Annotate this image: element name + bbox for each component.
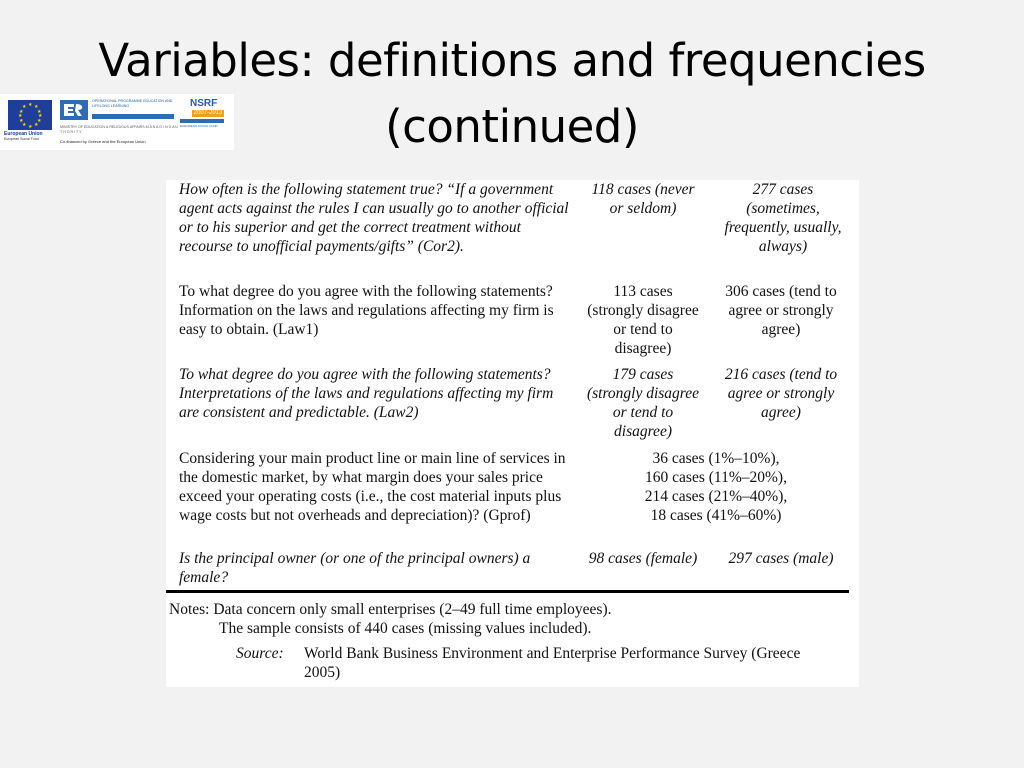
notes-line2: The sample consists of 440 cases (missing values included). bbox=[219, 620, 592, 637]
row-cor2-col2: 277 cases (sometimes, frequently, usually, always) bbox=[724, 181, 842, 255]
cofinanced-text: Co-financed by Greece and the European Union bbox=[60, 139, 146, 144]
table-notes bbox=[169, 600, 849, 638]
row-law1-question: To what degree do you agree with the following statements? Information on the laws and regulations affecting my firm is easy to obtain. (Law1) bbox=[179, 283, 554, 338]
row-law2-question: To what degree do you agree with the following statements? Interpretations of the laws and regulations affecting my firm are consistent and predictable. (Law2) bbox=[179, 366, 554, 421]
slide-title-line2: (continued) bbox=[385, 100, 639, 153]
operational-programme-logo-icon bbox=[60, 100, 88, 120]
notes-line1: Notes: Data concern only small enterprises (2–49 full time employees). bbox=[169, 601, 612, 618]
eu-label: European Union bbox=[4, 131, 43, 137]
op-logo-text: OPERATIONAL PROGRAMME EDUCATION AND LIFELONG LEARNING bbox=[92, 99, 173, 108]
row-gprof-question: Considering your main product line or main line of services in the domestic market, by what margin does your sales price exceed your operating costs (i.e., the cost material inputs plus wage costs but not overheads and depreciation)? (Gprof) bbox=[179, 450, 566, 524]
nsrf-logo-icon: NSRF bbox=[190, 98, 218, 109]
row-law2-col1: 179 cases (strongly disagree or tend to disagree) bbox=[586, 366, 700, 440]
row-law1-col1: 113 cases (strongly disagree or tend to disagree) bbox=[587, 283, 699, 357]
row-female-col2: 297 cases (male) bbox=[728, 550, 834, 567]
row-cor2-question: How often is the following statement true? “If a government agent acts against the rules I can usually go to another official or to his superior and get the correct treatment without recourse to unofficial payments/gifts” (Cor2). bbox=[179, 181, 569, 255]
op-tagline-bar bbox=[92, 114, 174, 119]
row-female-col1: 98 cases (female) bbox=[588, 550, 698, 567]
source-text: World Bank Business Environment and Enterprise Performance Survey (Greece 2005) bbox=[304, 645, 801, 681]
row-cor2-col1: 118 cases (never or seldom) bbox=[591, 181, 695, 217]
gprof-value-4: 18 cases (41%–60%) bbox=[650, 507, 782, 524]
ministry-text: MINISTRY OF EDUCATION & RELIGIOUS AFFAIRS M A N A G I N G A U T H O R I T Y bbox=[60, 125, 179, 134]
table-bottom-rule bbox=[166, 590, 849, 593]
row-female-question: Is the principal owner (or one of the principal owners) a female? bbox=[179, 550, 531, 586]
nsrf-years: 2007-2013 bbox=[193, 110, 223, 116]
eu-sublabel: European Social Fund bbox=[4, 137, 39, 141]
row-law1-col2: 306 cases (tend to agree or strongly agree) bbox=[725, 283, 837, 338]
nsrf-bar bbox=[180, 119, 224, 123]
source-label: Source: bbox=[236, 645, 284, 662]
variables-table bbox=[166, 180, 859, 687]
gprof-value-3: 214 cases (21%–40%), bbox=[644, 488, 788, 505]
row-gprof-values bbox=[596, 449, 836, 525]
gprof-value-2: 160 cases (11%–20%), bbox=[645, 469, 787, 486]
nsrf-sublabel: EUROPEAN SOCIAL FUND bbox=[180, 124, 218, 128]
eu-flag-icon: ★ ★ ★ ★ ★ ★ ★ ★ ★ ★ ★ ★ bbox=[8, 100, 52, 130]
slide-title-line1: Variables: definitions and frequencies bbox=[98, 34, 926, 87]
row-law2-col2: 216 cases (tend to agree or strongly agree) bbox=[724, 366, 838, 421]
gprof-value-1: 36 cases (1%–10%), bbox=[652, 450, 780, 467]
funding-logos bbox=[0, 94, 234, 150]
